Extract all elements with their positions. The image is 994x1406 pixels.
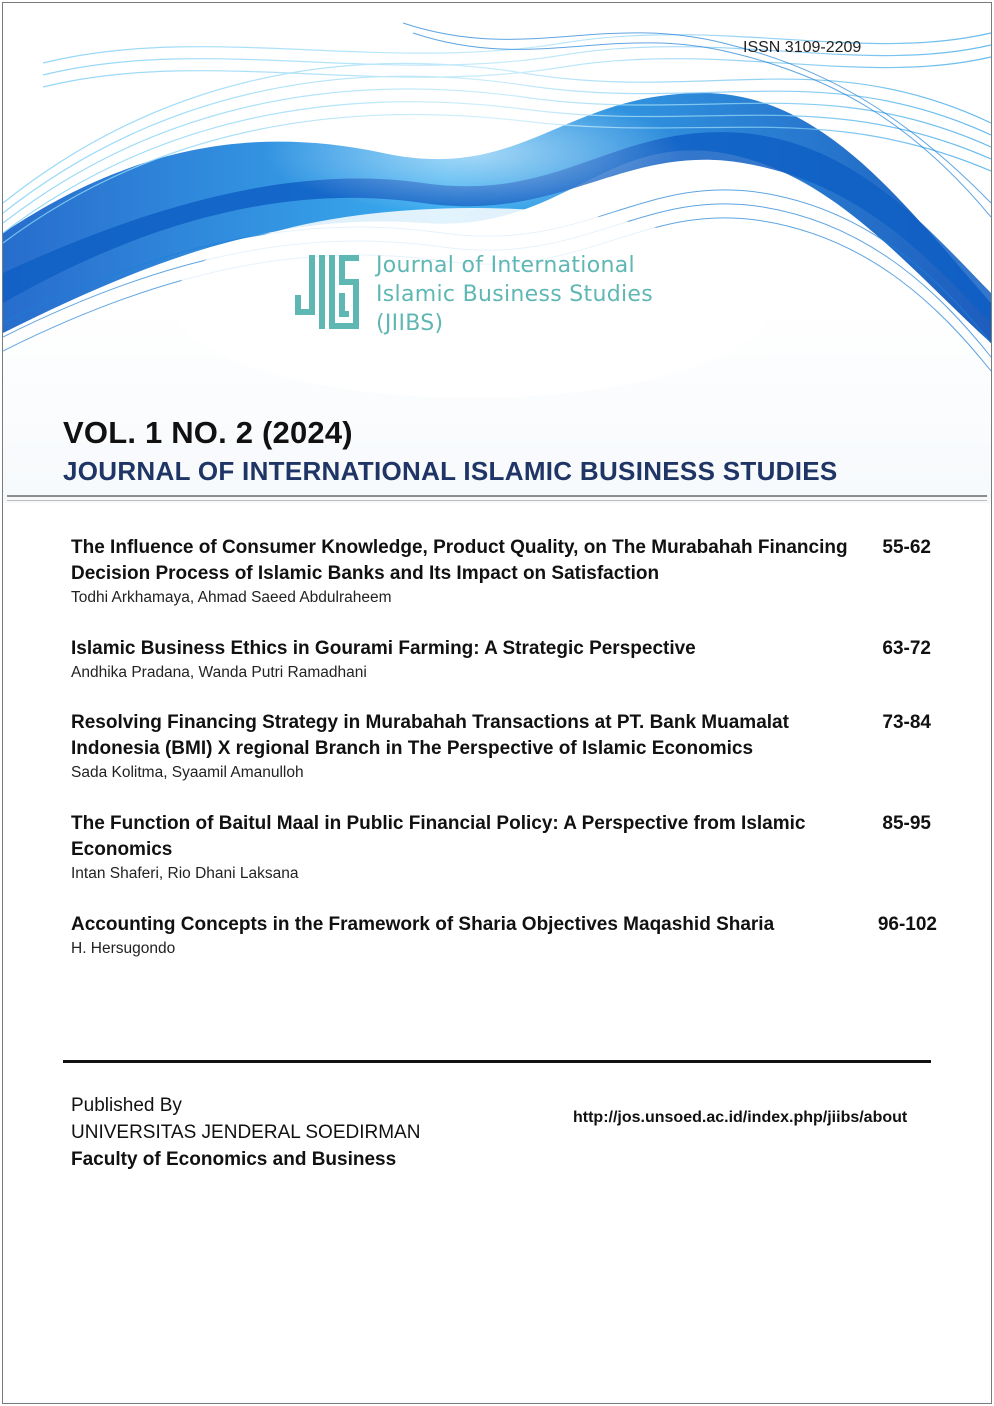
article-entry [71, 636, 941, 710]
article-pages: 96-102 [877, 914, 937, 935]
article-authors: Todhi Arkhamaya, Ahmad Saeed Abdulraheem [71, 589, 392, 606]
table-of-contents [71, 535, 941, 972]
cover-header [3, 3, 991, 503]
issn-label: ISSN 3109-2209 [743, 39, 862, 56]
article-authors: Sada Kolitma, Syaamil Amanulloh [71, 764, 304, 781]
article-pages: 85-95 [882, 813, 931, 834]
logo-wordmark [376, 251, 653, 338]
logo-line-2: Islamic Business Studies [376, 282, 653, 307]
article-entry [71, 912, 941, 972]
article-title: The Function of Baitul Maal in Public Financial Policy: A Perspective from Islamic Economics [71, 813, 806, 860]
header-divider-thin [7, 500, 987, 501]
faculty-name: Faculty of Economics and Business [71, 1149, 397, 1170]
publisher-block [71, 1092, 420, 1173]
article-authors: Andhika Pradana, Wanda Putri Ramadhani [71, 664, 367, 681]
jiibs-logo-icon [291, 249, 363, 335]
university-name: UNIVERSITAS JENDERAL SOEDIRMAN [71, 1122, 421, 1143]
header-divider [7, 495, 987, 497]
article-title: Islamic Business Ethics in Gourami Farming: A Strategic Perspective [71, 638, 696, 659]
article-pages: 73-84 [882, 712, 931, 733]
journal-url-link[interactable]: http://jos.unsoed.ac.id/index.php/jiibs/about [573, 1109, 908, 1126]
article-entry [71, 535, 941, 636]
article-title: Resolving Financing Strategy in Murabahah Transactions at PT. Bank Muamalat Indonesia (BMI) X regional Branch in The Perspective of Islamic Economics [71, 712, 789, 759]
logo-line-3: (JIIBS) [376, 311, 444, 336]
journal-cover [2, 2, 992, 1404]
volume-label: VOL. 1 NO. 2 (2024) [63, 415, 353, 450]
article-entry [71, 710, 941, 811]
published-by-label: Published By [71, 1095, 182, 1116]
article-title: The Influence of Consumer Knowledge, Product Quality, on The Murabahah Financing Decision Process of Islamic Banks and Its Impact on Satisfaction [71, 537, 848, 584]
article-entry [71, 811, 941, 912]
journal-title: JOURNAL OF INTERNATIONAL ISLAMIC BUSINESS STUDIES [63, 456, 838, 486]
article-title: Accounting Concepts in the Framework of Sharia Objectives Maqashid Sharia [71, 914, 775, 935]
article-authors: Intan Shaferi, Rio Dhani Laksana [71, 865, 299, 882]
article-authors: H. Hersugondo [71, 940, 176, 957]
logo-line-1: Journal of International [376, 253, 635, 278]
article-pages: 55-62 [882, 537, 931, 558]
footer-divider [63, 1060, 931, 1063]
article-pages: 63-72 [882, 638, 931, 659]
